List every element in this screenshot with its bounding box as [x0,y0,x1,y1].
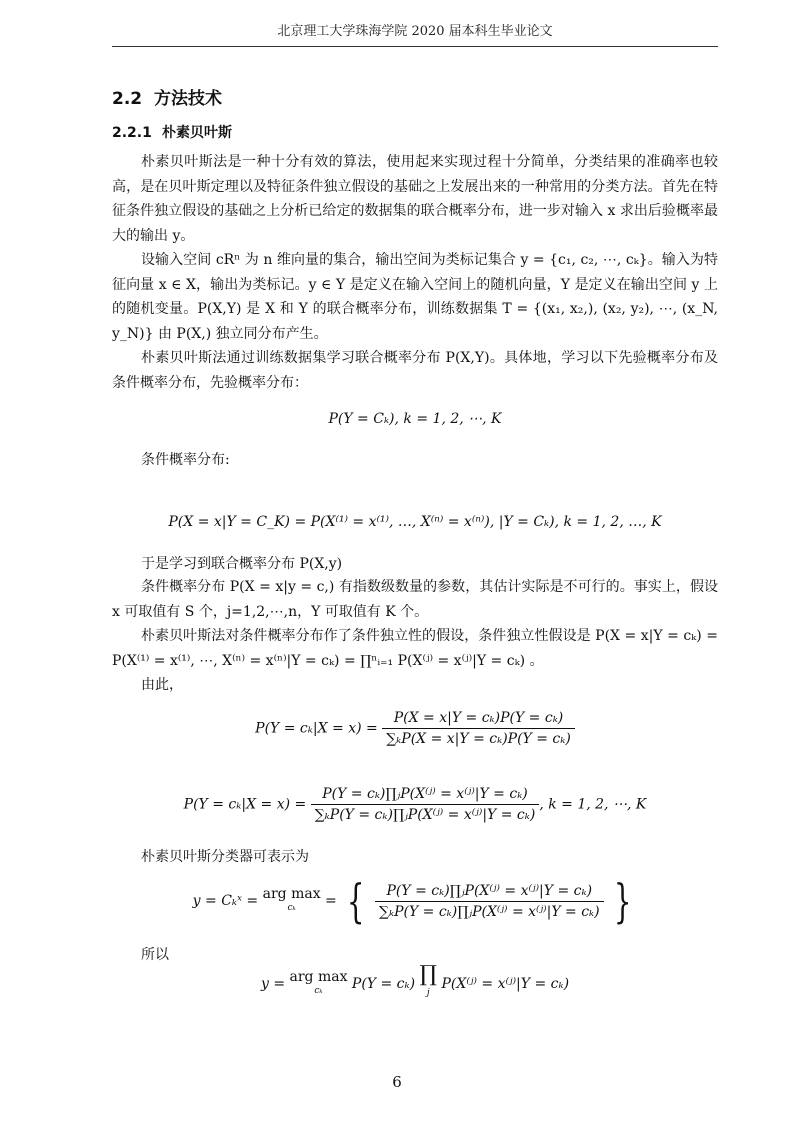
eq4-lhs: P(Y = cₖ|X = x) = [183,796,307,813]
paragraph-independence: 朴素贝叶斯法对条件概率分布作了条件独立性的假设，条件独立性假设是 P(X = x|Y = cₖ) = P(X⁽¹⁾ = x⁽¹⁾, ⋯, X⁽ⁿ⁾ = x⁽ⁿ⁾|Y = cₖ) = ∏ⁿᵢ₌₁ P(X⁽ʲ⁾ = x⁽ʲ⁾|Y = cₖ) 。 [112,628,718,669]
eq6-rhs: P(X⁽ʲ⁾ = x⁽ʲ⁾|Y = cₖ) [441,976,570,992]
argmax-operator-2 [290,970,348,998]
running-header [112,22,718,47]
equation-posterior-expanded [112,786,718,823]
argmax-subscript: cₖ [287,903,296,913]
subsection-title: 朴素贝叶斯 [162,125,232,141]
label-hence: 由此， [141,677,183,693]
header-title: 北京理工大学珠海学院 2020 届本科生毕业论文 [277,24,553,39]
paragraph-intro: 朴素贝叶斯法是一种十分有效的算法，使用起来实现过程十分简单，分类结果的准确率也较高，是在贝叶斯定理以及特征条件独立假设的基础之上发展出来的一种常用的分类方法。首先在特征条件独立假设的基础之上分析已给定的数据集的联合概率分布，进一步对输入 x 求出后验概率最大的输出 y。 [112,154,718,244]
eq3-numerator: P(X = x|Y = cₖ)P(Y = cₖ) [382,710,575,729]
right-brace: } [613,874,632,928]
eq5-denominator: ∑ₖP(Y = cₖ)∏ⱼP(X⁽ʲ⁾ = x⁽ʲ⁾|Y = cₖ) [378,903,600,920]
argmax-subscript-2: cₖ [314,986,323,996]
section-heading [112,84,222,109]
left-brace: { [347,874,365,928]
argmax-operator [263,887,321,915]
equation-classifier: y = Cₖˣ = arg max cₖ = { $\frac{\text{P(Y = cₖ)∏ⱼP(X⁽ʲ⁾ = x⁽ʲ⁾|Y = cₖ)}}{\text{∑ₖP(Y = cₖ)∏ⱼP(X⁽ʲ⁾ = x⁽ʲ⁾|Y = cₖ)}}$ } [192,874,632,928]
eq5-numerator: P(Y = cₖ)∏ⱼP(X⁽ʲ⁾ = x⁽ʲ⁾|Y = cₖ) [375,883,604,902]
product-symbol: ∏ [419,962,438,987]
equation-posterior [112,710,718,747]
label-therefore: 所以 [141,947,169,963]
equation-decision [112,962,718,1002]
equation-conditional: P(X = x|Y = C_K) = P(X⁽¹⁾ = x⁽¹⁾, …, X⁽ⁿ⁾ = x⁽ⁿ⁾), |Y = Cₖ), k = 1, 2, …, K [168,514,662,530]
eq5-fraction [375,883,604,920]
label-conditional: 条件概率分布: [141,452,230,468]
paragraph-definitions: 设输入空间 cRⁿ 为 n 维向量的集合，输出空间为类标记集合 y = {c₁, c₂, ⋯, cₖ}。输入为特征向量 x ∈ X，输出为类标记。y ∈ Y 是定义在输入空间上的随机向量，Y 是定义在输出空间 y 上的随机变量。P(X,Y) 是 X 和 Y 的联合概率分布，训练数据集 T = {(x₁, x₂,), (x₂, y₂), ⋯, (x_N, y_N)} 由 P(X,) 独立同分布产生。 [112,252,718,342]
subsection-number: 2.2.1 [112,125,152,141]
page-number: 6 [392,1073,402,1091]
eq4-denominator: ∑ₖP(Y = cₖ)∏ⱼP(X⁽ʲ⁾ = x⁽ʲ⁾|Y = cₖ) [314,807,536,823]
eq4-fraction [311,786,540,823]
eq3-fraction [382,710,575,747]
section-number: 2.2 [112,89,143,109]
eq3-lhs: P(Y = cₖ|X = x) = [255,720,378,737]
section-title: 方法技术 [154,89,222,109]
paragraph-parameters: 条件概率分布 P(X = x|y = c,) 有指数级数量的参数，其估计实际是不可行的。事实上，假设 x 可取值有 S 个，j=1,2,⋯,n，Y 可取值有 K 个。 [112,579,718,620]
eq4-numerator: P(Y = cₖ)∏ⱼP(X⁽ʲ⁾ = x⁽ʲ⁾|Y = cₖ) [311,786,540,805]
product-operator [419,962,438,1002]
eq5-lhs: y = Cₖˣ = [192,893,263,909]
eq4-rhs: , k = 1, 2, ⋯, K [539,796,647,813]
label-joint: 于是学习到联合概率分布 P(X,y) [141,556,343,572]
eq6-mid: P(Y = cₖ) [351,976,416,992]
equation-prior: P(Y = Cₖ), k = 1, 2, ⋯, K [328,411,502,427]
subsection-heading [112,122,232,142]
eq6-lhs: y = [260,976,290,992]
paragraph-prior: 朴素贝叶斯法通过训练数据集学习联合概率分布 P(X,Y)。具体地，学习以下先验概率分布及条件概率分布，先验概率分布： [112,350,718,391]
product-subscript: j [426,988,430,998]
eq3-denominator: ∑ₖP(X = x|Y = cₖ)P(Y = cₖ) [386,731,571,747]
label-classifier: 朴素贝叶斯分类器可表示为 [141,849,309,865]
argmax-label-2: arg max [289,969,348,985]
argmax-label: arg max [262,886,321,902]
